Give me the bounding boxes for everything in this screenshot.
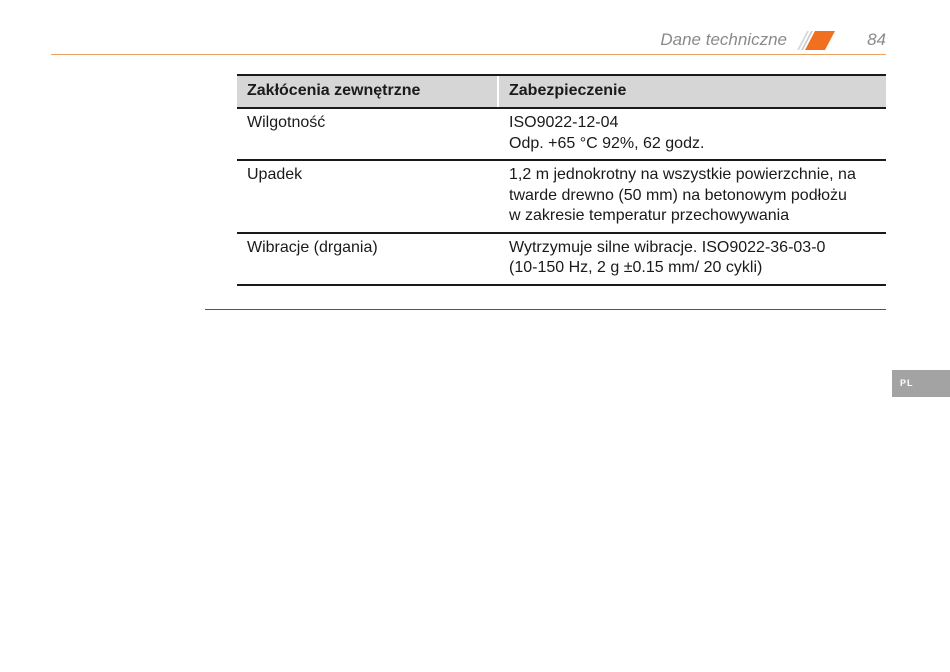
table-row (237, 108, 886, 160)
row-value (498, 160, 886, 233)
column-header-protection: Zabezpieczenie (498, 75, 886, 108)
row-label: Wilgotność (237, 108, 498, 160)
row-value (498, 233, 886, 285)
table-row (237, 160, 886, 233)
footer-rule (205, 309, 886, 310)
row-value (498, 108, 886, 160)
row-label: Upadek (237, 160, 498, 233)
value-line: ISO9022-12-04 (509, 114, 619, 131)
specs-table (237, 74, 886, 286)
page-number: 84 (867, 30, 886, 49)
value-line: 1,2 m jednokrotny na wszystkie powierzchnie, na (509, 166, 856, 183)
value-line: (10-150 Hz, 2 g ±0.15 mm/ 20 cykli) (509, 259, 763, 276)
stripe-orange (805, 31, 835, 50)
column-header-disturbance: Zakłócenia zewnętrzne (237, 75, 498, 108)
value-line: w zakresie temperatur przechowywania (509, 207, 790, 224)
table-row (237, 233, 886, 285)
value-line: Odp. +65 °C 92%, 62 godz. (509, 134, 705, 152)
row-label: Wibracje (drgania) (237, 233, 498, 285)
section-title: Dane techniczne (660, 30, 787, 49)
table-header-row (237, 75, 886, 108)
value-line: twarde drewno (50 mm) na betonowym podłożu (509, 186, 847, 204)
language-tab: PL (892, 370, 950, 397)
header-stripe-icon (791, 31, 835, 50)
header-rule (51, 54, 886, 55)
value-line: Wytrzymuje silne wibracje. ISO9022-36-03-0 (509, 238, 826, 256)
